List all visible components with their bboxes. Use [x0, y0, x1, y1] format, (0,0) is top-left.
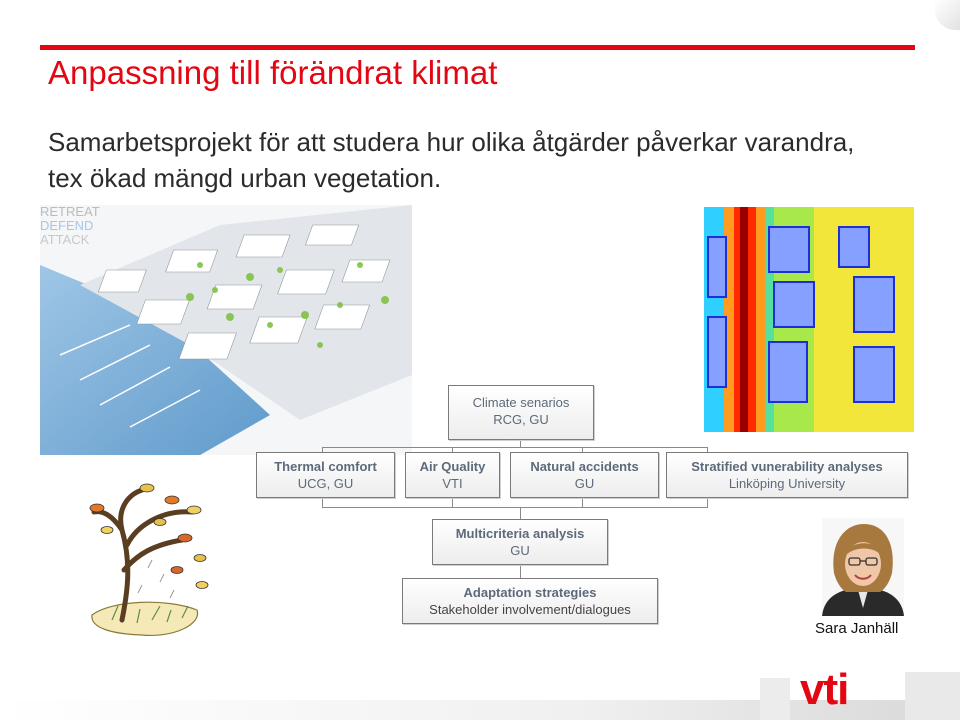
thermal-title: Thermal comfort	[274, 459, 377, 474]
climate-heatmap	[704, 207, 914, 432]
box-multicriteria-analysis	[432, 519, 608, 565]
box-stratified-vulnerability	[666, 452, 908, 498]
adaptation-title: Adaptation strategies	[463, 585, 597, 600]
watermark-attack: ATTACK	[40, 232, 90, 247]
climate-title: Climate senarios	[472, 395, 570, 410]
vti-logo: vti	[800, 665, 849, 714]
connector	[322, 507, 708, 508]
footer-panel-left	[760, 678, 790, 720]
windy-tree-illustration	[82, 470, 217, 645]
corner-decoration	[935, 0, 960, 30]
multicriteria-title: Multicriteria analysis	[455, 526, 585, 541]
adaptation-org: Stakeholder involvement/dialogues	[429, 602, 631, 617]
box-adaptation-strategies	[402, 578, 658, 624]
box-climate-scenarios	[448, 385, 594, 440]
watermark-defend: DEFEND	[40, 218, 94, 233]
climate-org: RCG, GU	[493, 412, 549, 427]
thermal-org: UCG, GU	[297, 476, 354, 491]
natural-org: GU	[574, 476, 595, 491]
connector	[520, 507, 521, 519]
stratified-org: Linköping University	[728, 476, 846, 491]
slide-subtitle: Samarbetsprojekt för att studera hur olika åtgärder påverkar varandra, tex ökad mängd urban vegetation.	[48, 127, 855, 193]
city-illustration	[40, 205, 412, 455]
stratified-title: Stratified vunerability analyses	[691, 459, 883, 474]
natural-title: Natural accidents	[530, 459, 639, 474]
slide-title: Anpassning till förändrat klimat	[48, 54, 498, 91]
box-air-quality	[405, 452, 500, 498]
connector	[322, 447, 708, 448]
multicriteria-org: GU	[510, 543, 530, 558]
portrait-photo	[822, 518, 904, 616]
air-org: VTI	[442, 476, 463, 491]
connector	[520, 565, 521, 578]
air-title: Air Quality	[419, 459, 486, 474]
footer-panel-right	[905, 672, 960, 720]
box-natural-accidents	[510, 452, 659, 498]
watermark-retreat: RETREAT	[40, 205, 100, 219]
title-rule	[40, 45, 915, 50]
box-thermal-comfort	[256, 452, 395, 498]
person-name: Sara Janhäll	[815, 620, 899, 637]
